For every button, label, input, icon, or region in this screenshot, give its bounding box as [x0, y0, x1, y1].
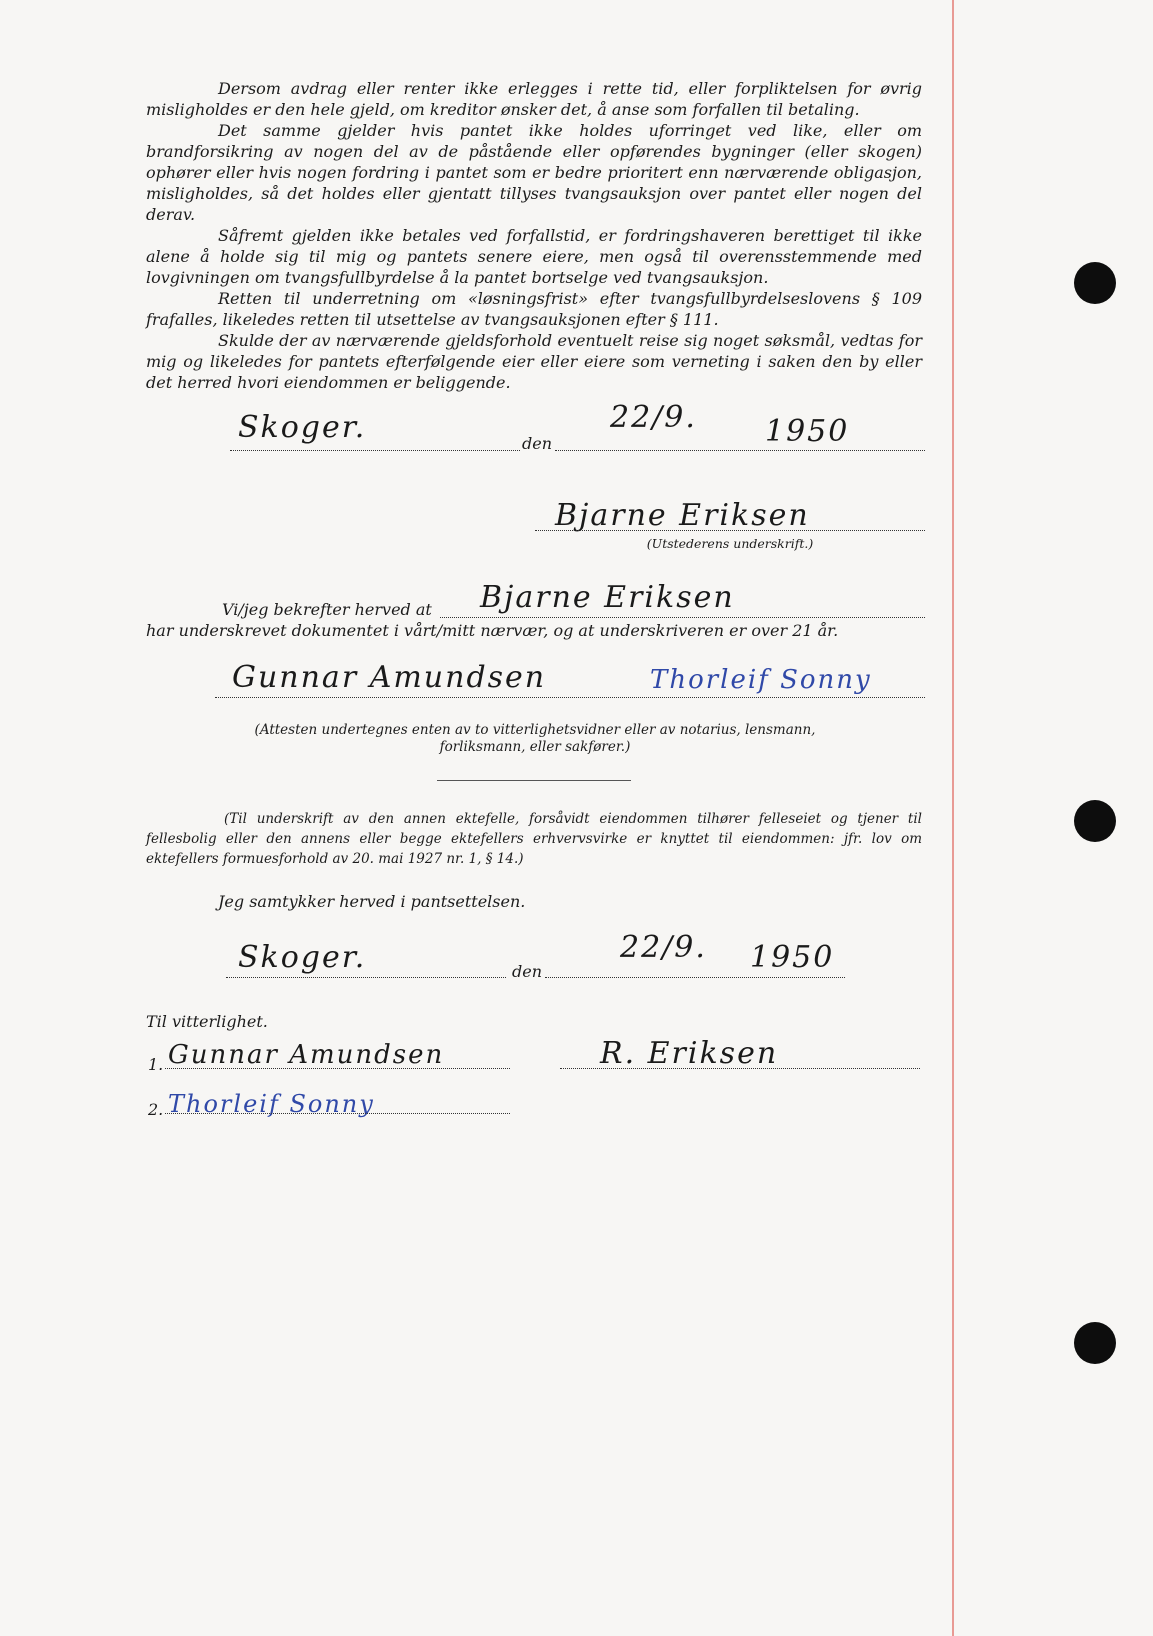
witness-line — [165, 1068, 510, 1069]
issue-year: 1950 — [765, 414, 850, 449]
attested-name: Bjarne Eriksen — [480, 580, 735, 615]
date-line — [555, 450, 925, 451]
witness-number: 1. — [148, 1055, 164, 1074]
consent-text: Jeg samtykker herved i pantsettelsen. — [218, 892, 526, 911]
terms-text — [146, 78, 922, 393]
attest-line — [440, 617, 925, 618]
date-line — [545, 977, 845, 978]
terms-paragraph: Det samme gjelder hvis pantet ikke holdes uforringet ved like, eller om brandforsikring av nogen del av de påstående eller opførendes bygninger (eller skogen) ophører eller hvis nogen fordring i pantet som er bedre prioritert enn nærværende obligasjon, misligholdes, så det holdes eller gjentatt tillyses tvangsauksjon over pantet eller nogen del derav. — [146, 121, 922, 224]
spouse-signature: R. Eriksen — [600, 1036, 779, 1071]
witness-line — [215, 697, 925, 698]
divider — [437, 780, 631, 781]
terms-paragraph: Dersom avdrag eller renter ikke erlegges i rette tid, eller forpliktelsen for øvrig misligholdes er den hele gjeld, om kreditor ønsker det, å anse som forfallen til betaling. — [146, 79, 922, 119]
den-label: den — [522, 434, 553, 453]
punch-hole-icon — [1074, 262, 1116, 304]
witness-heading: Til vitterlighet. — [146, 1012, 268, 1031]
terms-paragraph: Skulde der av nærværende gjeldsforhold eventuelt reise sig noget søksmål, vedtas for mig og likeledes for pantets efterfølgende eier eller eiere som verneting i saken den by eller det herred hvori eiendommen er beliggende. — [146, 331, 922, 392]
consent-date: 22/9. — [620, 930, 707, 965]
place-line — [230, 450, 520, 451]
witness-signature: Thorleif Sonny — [650, 665, 872, 695]
issue-date: 22/9. — [610, 400, 697, 435]
attest-note: (Attesten undertegnes enten av to vitterlighetsvidner eller av notarius, lensmann, forliksmann, eller sakfører.) — [254, 722, 816, 755]
margin-rule — [952, 0, 954, 1636]
attest-label: Vi/jeg bekrefter herved at — [222, 600, 432, 619]
den-label: den — [512, 962, 543, 981]
consent-place: Skoger. — [238, 940, 367, 975]
witness-number: 2. — [148, 1100, 164, 1119]
witness-signature: Thorleif Sonny — [168, 1090, 375, 1118]
spouse-note — [146, 809, 922, 869]
punch-hole-icon — [1074, 800, 1116, 842]
spouse-note-text: (Til underskrift av den annen ektefelle, forsåvidt eiendommen tilhører felleseiet og tjener til fellesbolig eller den annens eller begge ektefellers erhvervsvirke er knyttet til eiendommen: jfr. lov om ektefellers formuesforhold av 20. mai 1927 nr. 1, § 14.) — [146, 811, 922, 867]
punch-hole-icon — [1074, 1322, 1116, 1364]
witness-signature: Gunnar Amundsen — [232, 660, 547, 695]
issuer-signature: Bjarne Eriksen — [555, 498, 810, 533]
consent-year: 1950 — [750, 940, 835, 975]
terms-paragraph: Retten til underretning om «løsningsfrist» efter tvangsfullbyrdelseslovens § 109 frafalles, likeledes retten til utsettelse av tvangsauksjonen efter § 111. — [146, 289, 922, 329]
attest-statement: har underskrevet dokumentet i vårt/mitt nærvær, og at underskriveren er over 21 år. — [146, 621, 839, 640]
terms-paragraph: Såfremt gjelden ikke betales ved forfallstid, er fordringshaveren berettiget til ikke alene å holde sig til mig og pantets senere eiere, men også til overensstemmende med lovgivningen om tvangsfullbyrdelse å la pantet bortselge ved tvangsauksjon. — [146, 226, 922, 287]
place-line — [226, 977, 506, 978]
signature-line — [535, 530, 925, 531]
witness-signature: Gunnar Amundsen — [168, 1040, 445, 1070]
signature-line — [560, 1068, 920, 1069]
signature-caption: (Utstederens underskrift.) — [646, 536, 814, 551]
witness-line — [165, 1113, 510, 1114]
issue-place: Skoger. — [238, 410, 367, 445]
